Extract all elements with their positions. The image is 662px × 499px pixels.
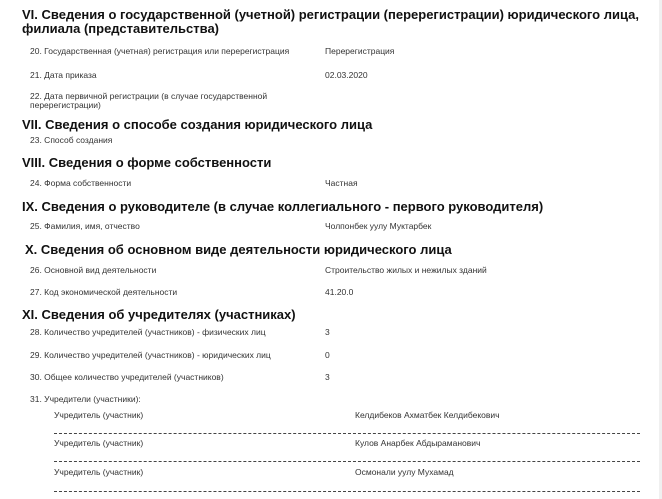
row-29-value: 0 xyxy=(325,350,330,360)
row-21-label: 21. Дата приказа xyxy=(30,70,97,80)
section-8-title: VIII. Сведения о форме собственности xyxy=(22,155,272,170)
row-20-value: Перерегистрация xyxy=(325,46,395,56)
row-27-value: 41.20.0 xyxy=(325,287,354,297)
row-26-value: Строительство жилых и нежилых зданий xyxy=(325,265,487,275)
section-6-title-line1: VI. Сведения о государственной (учетной) регистрации (перерегистрации) юридического лица, xyxy=(22,7,639,22)
row-30-label: 30. Общее количество учредителей (участников) xyxy=(30,372,224,382)
founder-role: Учредитель (участник) xyxy=(54,410,144,420)
row-28-value: 3 xyxy=(325,327,330,337)
row-20-label: 20. Государственная (учетная) регистрация или перерегистрация xyxy=(30,46,290,56)
row-22-label-line1: 22. Дата первичной регистрации (в случае государственной xyxy=(30,91,268,101)
row-30-value: 3 xyxy=(325,372,330,382)
section-6-title-line2: филиала (представительства) xyxy=(22,21,220,36)
founder-divider xyxy=(54,461,640,462)
founder-name: Кулов Анарбек Абдыраманович xyxy=(355,438,481,448)
row-21-value: 02.03.2020 xyxy=(325,70,368,80)
section-9-title: IX. Сведения о руководителе (в случае коллегиального - первого руководителя) xyxy=(22,199,544,214)
founder-role: Учредитель (участник) xyxy=(54,467,144,477)
founder-name: Келдибеков Ахматбек Келдибекович xyxy=(355,410,500,420)
founder-role: Учредитель (участник) xyxy=(54,438,144,448)
row-26-label: 26. Основной вид деятельности xyxy=(30,265,157,275)
section-7-title: VII. Сведения о способе создания юридического лица xyxy=(22,117,373,132)
row-25-label: 25. Фамилия, имя, отчество xyxy=(30,221,140,231)
row-28-label: 28. Количество учредителей (участников) - физических лиц xyxy=(30,327,266,337)
row-29-label: 29. Количество учредителей (участников) - юридических лиц xyxy=(30,350,271,360)
row-24-label: 24. Форма собственности xyxy=(30,178,132,188)
founders-label: 31. Учредители (участники): xyxy=(30,394,141,404)
founder-divider xyxy=(54,491,640,492)
row-22-label-line2: перерегистрации) xyxy=(30,100,101,110)
founder-divider xyxy=(54,433,640,434)
row-24-value: Частная xyxy=(325,178,358,188)
founder-name: Осмонали уулу Мухамад xyxy=(355,467,454,477)
section-11-title: XI. Сведения об учредителях (участниках) xyxy=(22,307,296,322)
section-10-title: X. Сведения об основном виде деятельности юридического лица xyxy=(25,242,452,257)
row-25-value: Чолпонбек уулу Муктарбек xyxy=(325,221,432,231)
row-23-label: 23. Способ создания xyxy=(30,135,113,145)
row-27-label: 27. Код экономической деятельности xyxy=(30,287,178,297)
